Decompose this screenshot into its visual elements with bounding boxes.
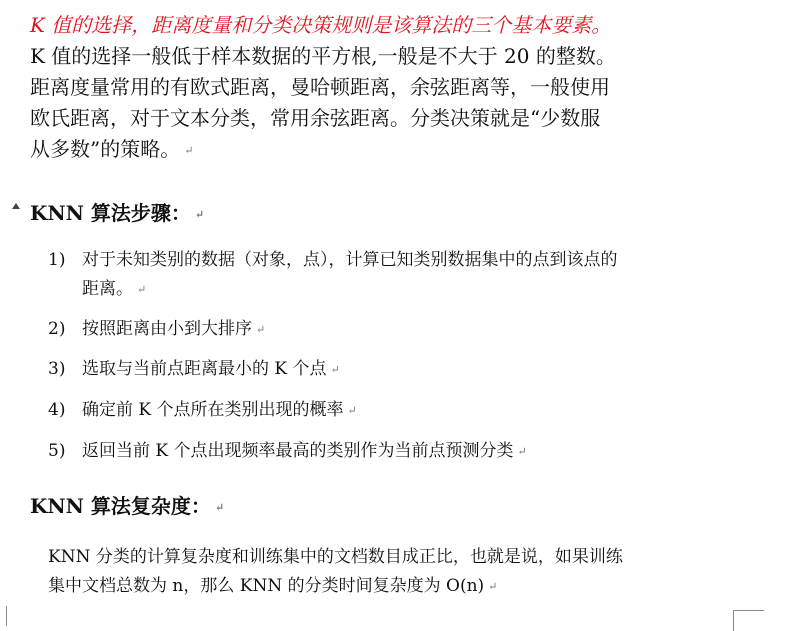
paragraph-mark-icon: ↵ xyxy=(137,283,147,296)
complexity-text-cont: 集中文档总数为 n，那么 KNN 的分类时间复杂度为 O(n) xyxy=(48,576,485,596)
list-item xyxy=(48,246,748,304)
paragraph-mark-icon: ↵ xyxy=(214,501,225,514)
steps-heading-text: KNN 算法步骤： xyxy=(30,201,191,225)
steps-heading xyxy=(30,197,204,226)
list-item-number: 5) xyxy=(48,441,66,461)
intro-line: 距离度量常用的有欧式距离，曼哈顿距离，余弦距离等，一般使用 xyxy=(30,75,610,99)
intro-line: 欧氏距离，对于文本分类，常用余弦距离。分类决策就是“少数服 xyxy=(30,106,601,130)
paragraph-mark-icon: ↵ xyxy=(256,323,266,336)
paragraph-mark-icon: ↵ xyxy=(184,144,194,157)
list-item xyxy=(48,355,748,396)
complexity-heading-text: KNN 算法复杂度： xyxy=(30,494,211,518)
list-item xyxy=(48,437,748,478)
list-item-text: 按照距离由小到大排序 xyxy=(82,319,252,339)
list-item-text-cont: 距离。 xyxy=(82,279,133,299)
list-item xyxy=(48,396,748,437)
intro-line-text: 从多数”的策略。 xyxy=(30,137,181,161)
complexity-text: KNN 分类的计算复杂度和训练集中的文档数目成正比，也就是说，如果训练 xyxy=(48,547,623,567)
paragraph-mark-icon: ↵ xyxy=(517,445,527,458)
steps-list xyxy=(48,246,748,478)
list-item-text: 返回当前 K 个点出现频率最高的类别作为当前点预测分类 xyxy=(82,441,514,461)
complexity-paragraph xyxy=(48,543,748,601)
collapse-heading-icon[interactable] xyxy=(12,203,20,209)
intro-highlight-line: K 值的选择，距离度量和分类决策规则是该算法的三个基本要素。 xyxy=(30,13,612,37)
list-item-text: 对于未知类别的数据（对象，点），计算已知类别数据集中的点到该点的 xyxy=(82,250,618,270)
intro-paragraph xyxy=(30,10,770,166)
paragraph-mark-icon: ↵ xyxy=(194,208,205,221)
list-item-text: 选取与当前点距离最小的 K 个点 xyxy=(82,359,327,379)
page-corner-marker-left xyxy=(6,606,7,626)
list-item-number: 4) xyxy=(48,400,66,420)
list-item-number: 2) xyxy=(48,319,66,339)
page-corner-marker-right xyxy=(733,610,764,631)
intro-line: K 值的选择一般低于样本数据的平方根,一般是不大于 20 的整数。 xyxy=(30,44,616,68)
paragraph-mark-icon: ↵ xyxy=(330,363,340,376)
paragraph-mark-icon: ↵ xyxy=(347,404,357,417)
list-item xyxy=(48,315,748,355)
list-item-text: 确定前 K 个点所在类别出现的概率 xyxy=(82,400,344,420)
list-item-number: 3) xyxy=(48,359,66,379)
intro-line-last xyxy=(30,134,770,166)
list-item-number: 1) xyxy=(48,250,66,270)
paragraph-mark-icon: ↵ xyxy=(488,580,498,593)
complexity-heading xyxy=(30,490,224,519)
